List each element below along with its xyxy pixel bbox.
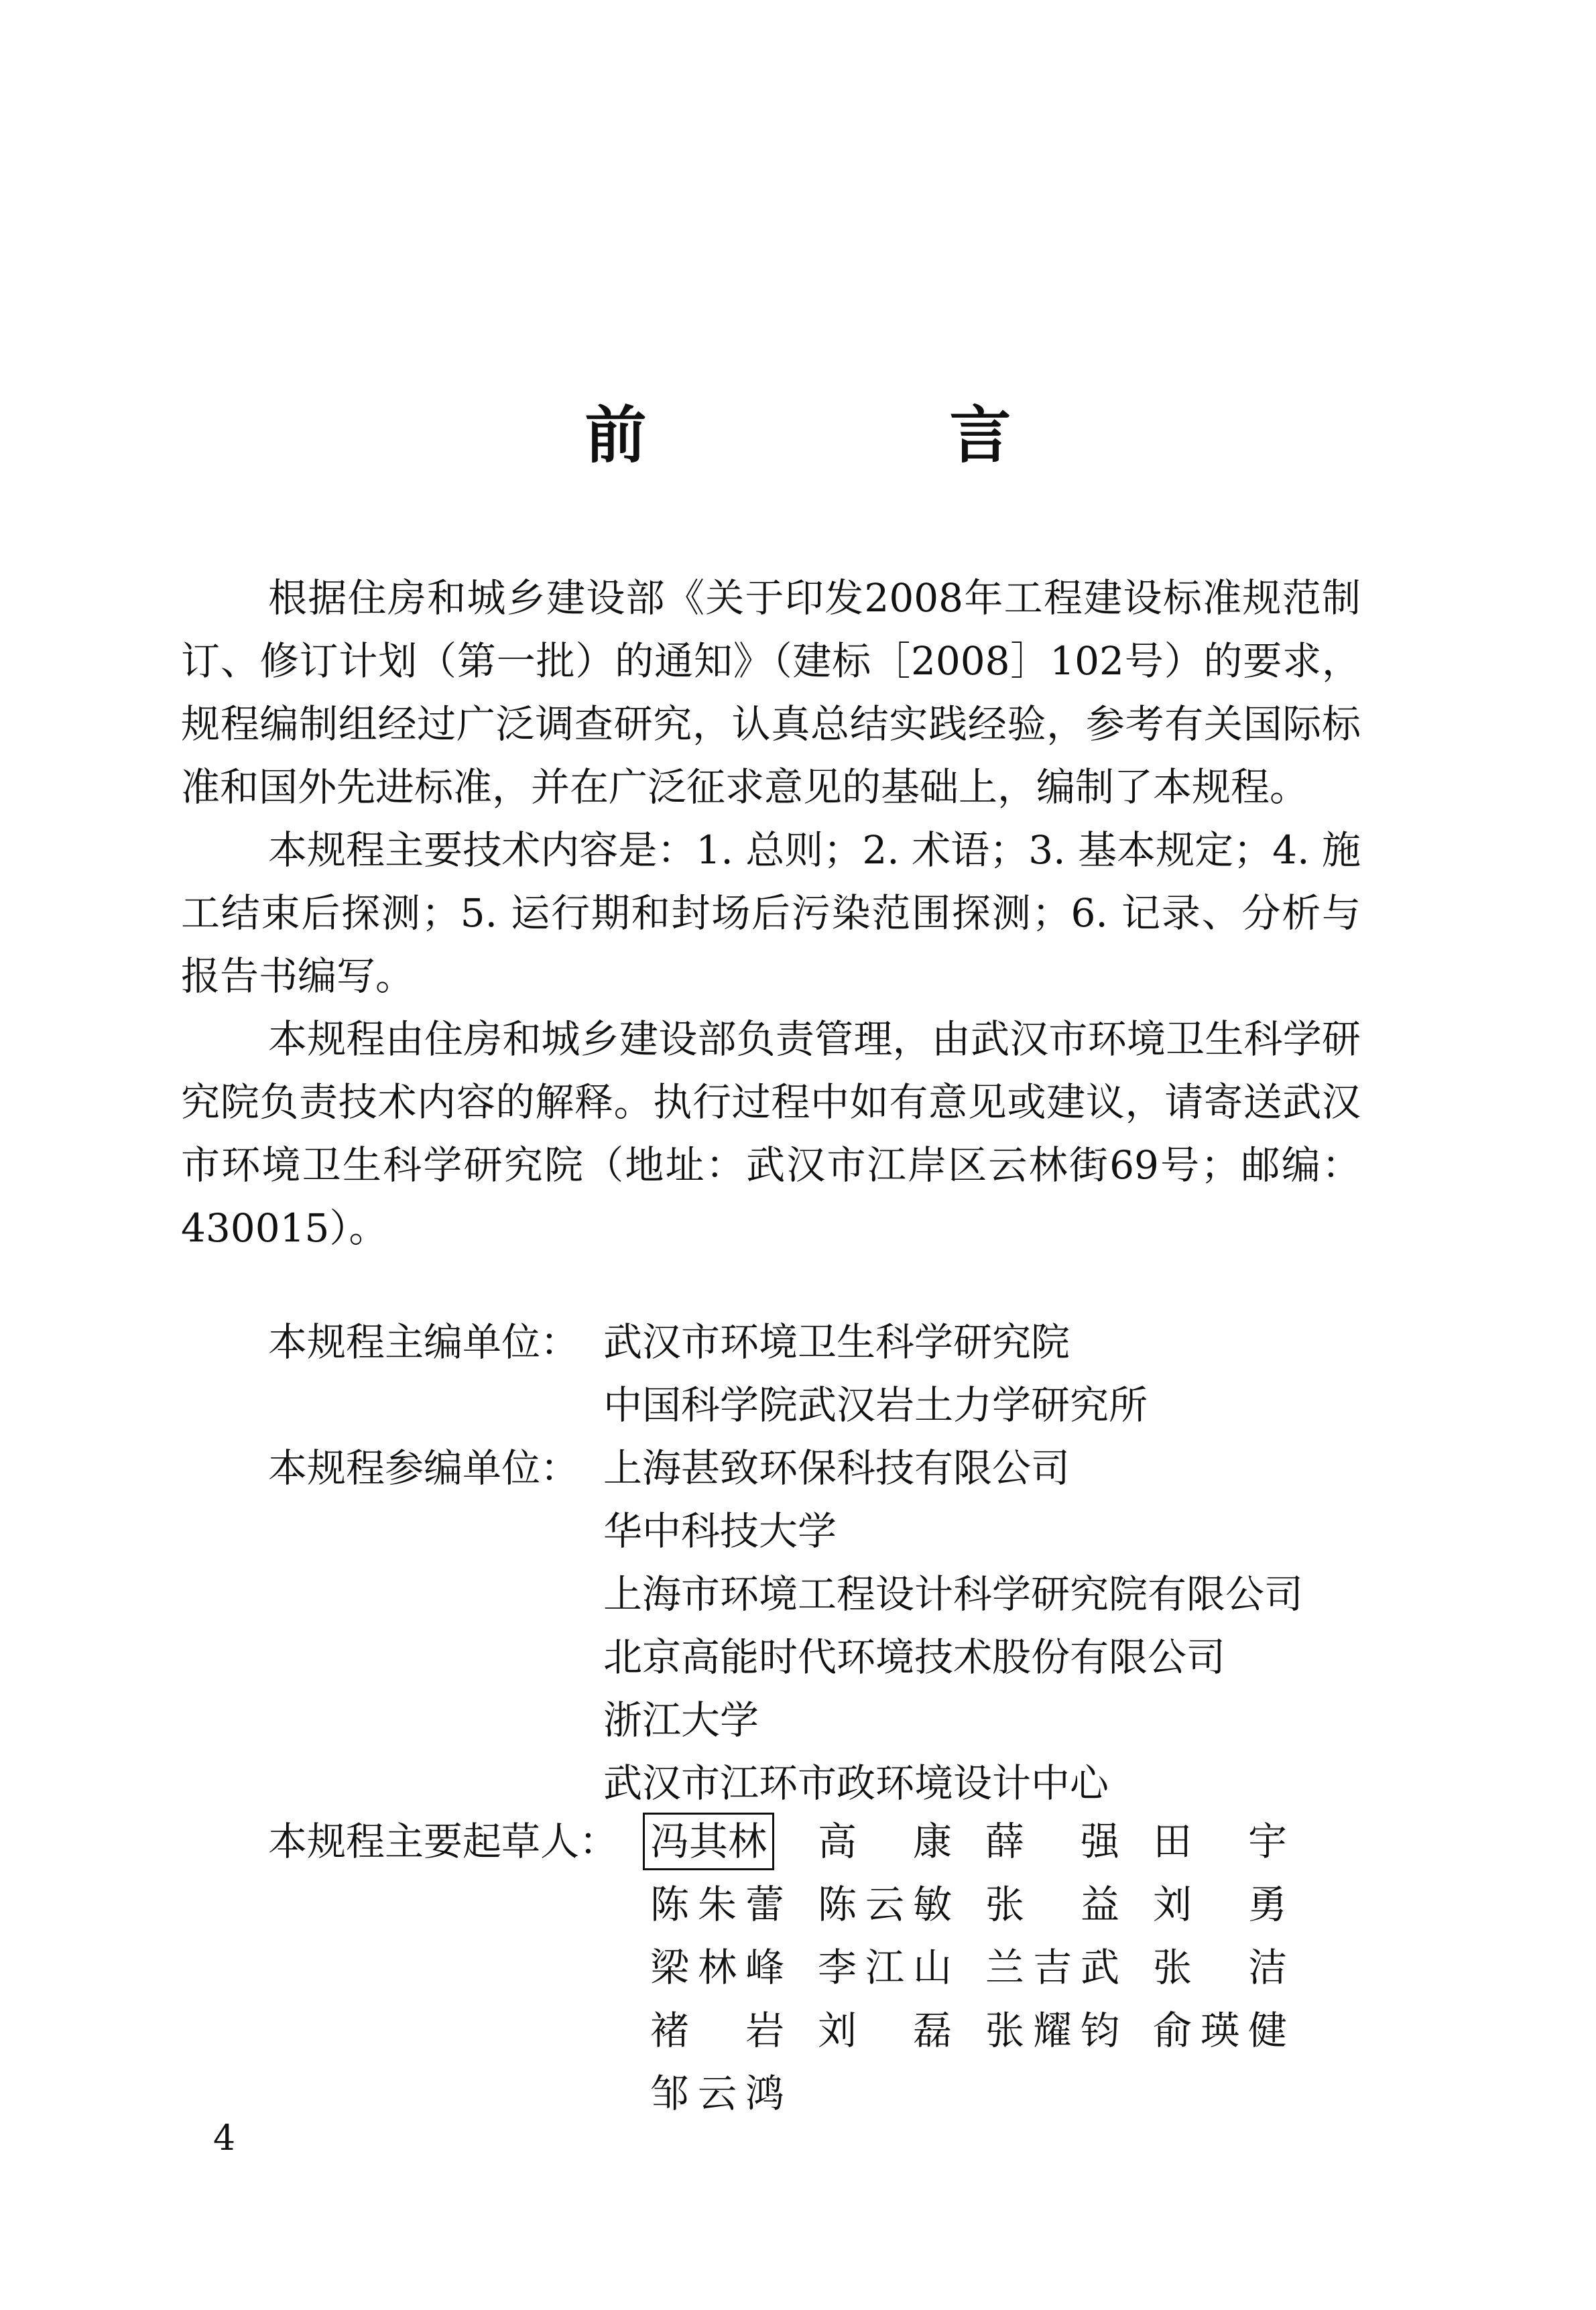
preface-body <box>181 566 1361 1260</box>
drafter-name: 薛 强 <box>985 1819 1119 1864</box>
participating-unit-item: 上海甚致环保科技有限公司 <box>603 1445 1070 1491</box>
drafter-name: 兰吉武 <box>985 1945 1119 1990</box>
participating-unit-item: 上海市环境工程设计科学研究院有限公司 <box>603 1571 1304 1617</box>
participating-unit-item: 北京高能时代环境技术股份有限公司 <box>603 1634 1226 1680</box>
drafter-name: 邹云鸿 <box>650 2071 784 2116</box>
drafters-section <box>268 1810 1408 2125</box>
drafters-label: 本规程主要起草人： <box>268 1819 619 1864</box>
participating-unit-item: 华中科技大学 <box>603 1508 837 1554</box>
drafter-name-boxed: 冯其林 <box>643 1813 774 1870</box>
preface-paragraph-2: 本规程主要技术内容是：1. 总则；2. 术语；3. 基本规定；4. 施工结束后探测；5. 运行期和封场后污染范围探测；6. 记录、分析与报告书编写。 <box>181 827 1361 999</box>
participating-units-list <box>603 1437 1408 1815</box>
participating-units-label: 本规程参编单位： <box>268 1445 580 1491</box>
drafter-name: 李江山 <box>818 1945 952 1990</box>
drafter-name <box>650 1810 784 1873</box>
participating-unit-item: 浙江大学 <box>603 1697 759 1743</box>
page-title: 前 言 <box>585 400 1132 471</box>
drafter-name: 俞瑛健 <box>1153 2008 1287 2053</box>
participating-units-row <box>268 1437 1408 1815</box>
chief-units-label: 本规程主编单位： <box>268 1319 580 1365</box>
chief-units-list <box>603 1311 1408 1437</box>
drafter-name: 高 康 <box>818 1819 952 1864</box>
drafter-name: 褚 岩 <box>650 2008 784 2053</box>
drafter-name: 陈云敏 <box>818 1882 952 1927</box>
participating-unit-item: 武汉市江环市政环境设计中心 <box>603 1760 1109 1806</box>
drafter-name: 张 洁 <box>1153 1945 1287 1990</box>
drafter-name: 田 宇 <box>1153 1819 1287 1864</box>
drafters-grid <box>650 1810 1321 2125</box>
drafter-name: 陈朱蕾 <box>650 1882 784 1927</box>
drafter-name: 刘 勇 <box>1153 1882 1287 1927</box>
drafter-name: 梁林峰 <box>650 1945 784 1990</box>
preface-paragraph-1: 根据住房和城乡建设部《关于印发2008年工程建设标准规范制订、修订计划（第一批）的通知》（建标［2008］102号）的要求，规程编制组经过广泛调查研究，认真总结实践经验，参考有关国际标准和国外先进标准，并在广泛征求意见的基础上，编制了本规程。 <box>181 575 1361 810</box>
units-section <box>268 1311 1408 1815</box>
preface-paragraph-3: 本规程由住房和城乡建设部负责管理，由武汉市环境卫生科学研究院负责技术内容的解释。执行过程中如有意见或建议，请寄送武汉市环境卫生科学研究院（地址：武汉市江岸区云林街69号；邮编：430015）。 <box>181 1016 1361 1251</box>
chief-units-row <box>268 1311 1408 1437</box>
chief-unit-item: 中国科学院武汉岩土力学研究所 <box>603 1382 1148 1428</box>
drafter-name: 刘 磊 <box>818 2008 952 2053</box>
page-number: 4 <box>213 2118 236 2159</box>
drafter-name: 张耀钧 <box>985 2008 1119 2053</box>
chief-unit-item: 武汉市环境卫生科学研究院 <box>603 1319 1070 1365</box>
drafter-name: 张 益 <box>985 1882 1119 1927</box>
